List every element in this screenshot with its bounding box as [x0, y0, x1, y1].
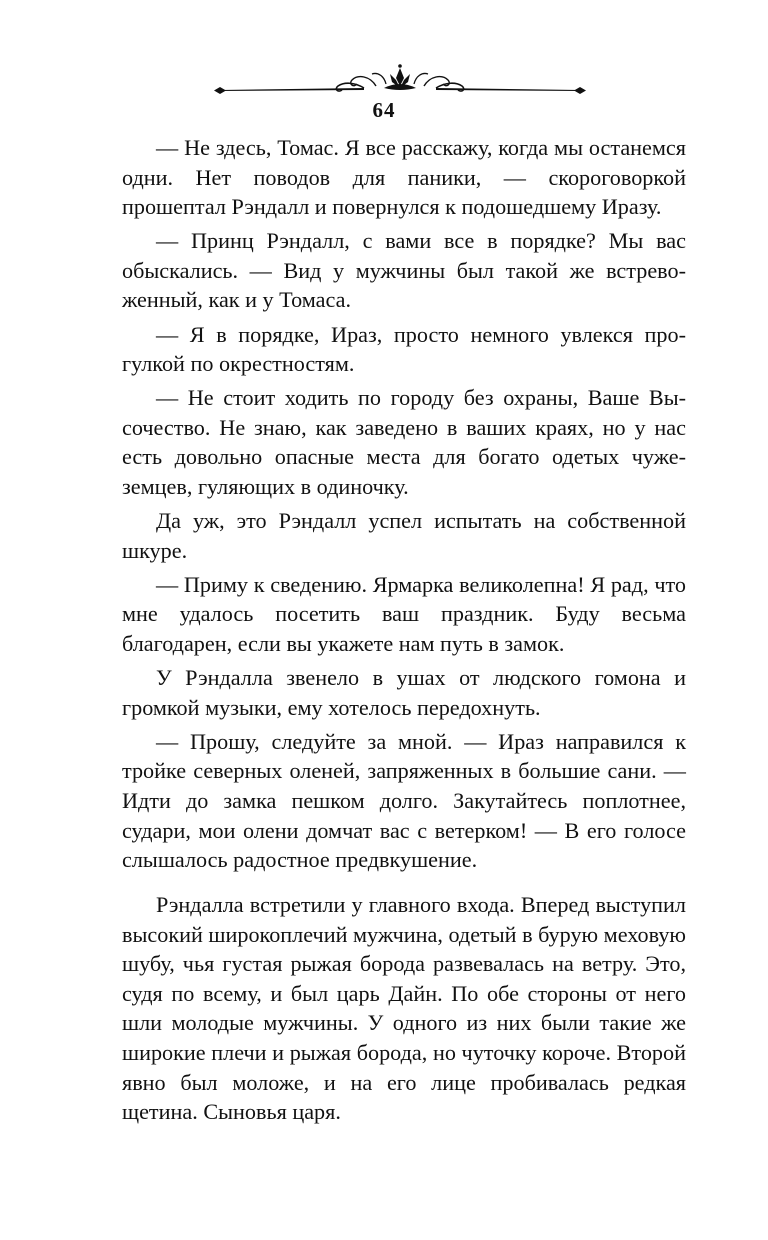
- paragraph: — Прошу, следуйте за мной. — Ираз направился к тройке северных оленей, запряженных в большие сани. — Идти до замка пешком долго. Закутайтесь поплотнее, судари, мои олени домчат вас с ветерком! — В его голосе слышалось радостное предвкушение.: [122, 728, 686, 873]
- paragraph: Да уж, это Рэндалл успел испытать на собственной шкуре.: [122, 508, 686, 563]
- paragraph: — Я в порядке, Ираз, просто немного увлекся прогулкой по окрестностям.: [122, 321, 686, 377]
- paragraph: У Рэндалла звенело в ушах от людского гомона и громкой музыки, ему хотелось передохнуть.: [122, 665, 686, 720]
- decorative-flourish-divider-icon: [214, 60, 586, 100]
- page-number: 64: [372, 98, 396, 122]
- text-section-1: [122, 133, 686, 879]
- paragraph: — Приму к сведению. Ярмарка великолепна! Я рад, что мне удалось посетить ваш праздник. Буду весьма благодарен, если вы укажете нам путь в замок.: [122, 571, 686, 656]
- paragraph: — Принц Рэндалл, с вами все в порядке? Мы вас обыскались. — Вид у мужчины был такой же встревоженный, как и у Томаса.: [122, 228, 686, 313]
- text-section-2: [122, 890, 686, 1131]
- paragraph: Рэндалла встретили у главного входа. Вперед выступил высокий широкоплечий мужчина, одетый в бурую меховую шубу, чья густая рыжая борода развевалась на ветру. Это, судя по всему, и был царь Дайн. По обе стороны от него шли молодые мужчины. У одного из них были такие же широкие плечи и рыжая борода, но чуточку короче. Второй явно был моложе, и на его лице пробивалась редкая щетина. Сыновья царя.: [122, 892, 686, 1125]
- paragraph: — Не стоит ходить по городу без охраны, Ваше Высочество. Не знаю, как заведено в ваших краях, но у нас есть довольно опасные места для богато одетых чужеземцев, гуляющих в одиночку.: [122, 385, 686, 500]
- paragraph: — Не здесь, Томас. Я все расскажу, когда мы останемся одни. Нет поводов для паники, — скороговоркой прошептал Рэндалл и повернулся к подошедшему Иразу.: [122, 135, 686, 220]
